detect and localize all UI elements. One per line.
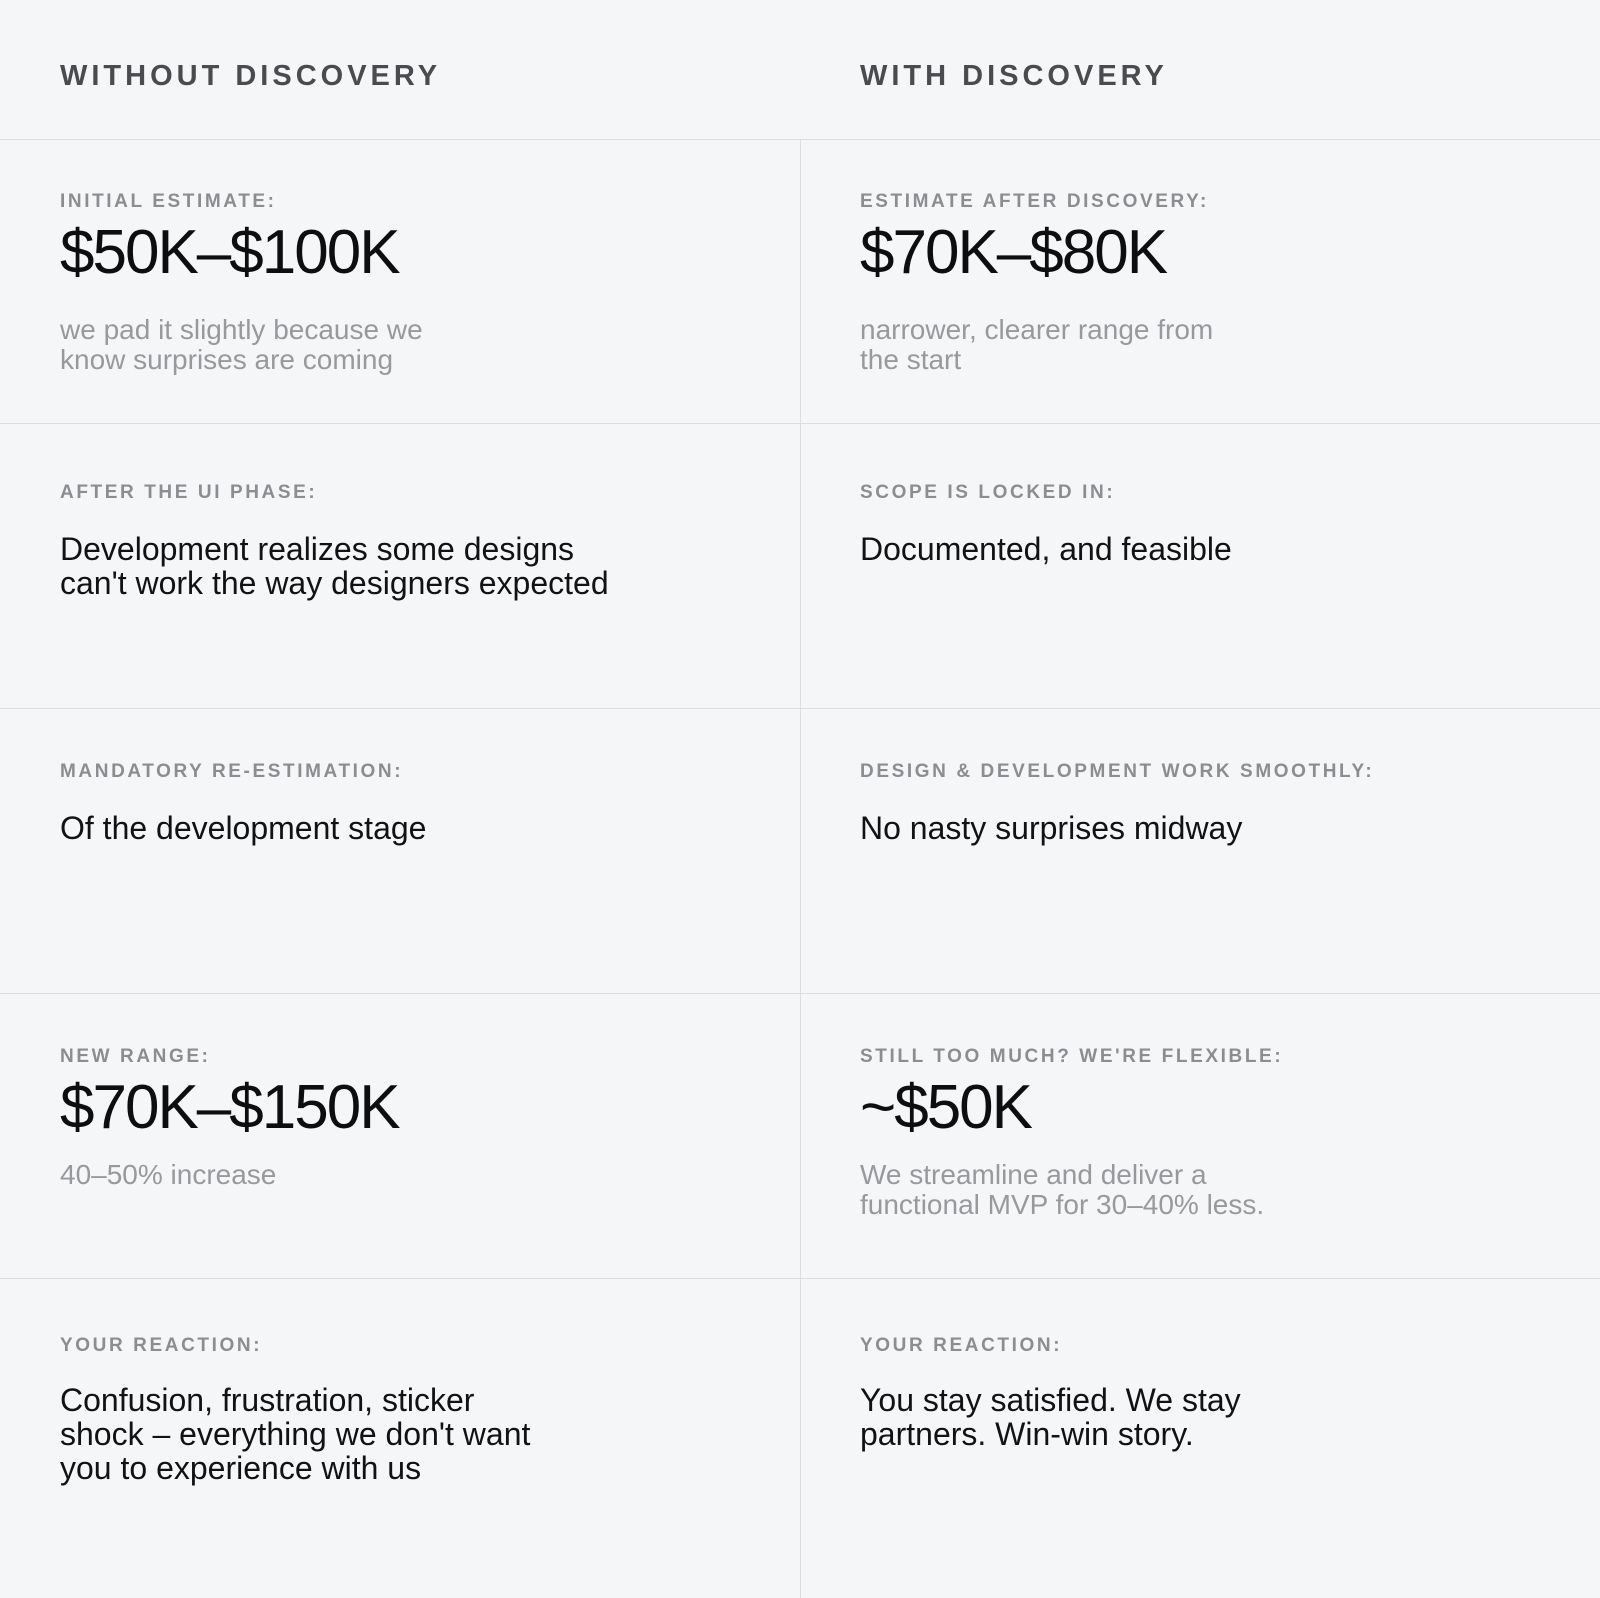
cell-text: Documented, and feasible: [860, 531, 1232, 567]
cell-label: INITIAL ESTIMATE:: [60, 191, 277, 212]
cell-text: Development realizes some designs can't work the way designers expected: [60, 531, 609, 601]
cell-note: 40–50% increase: [60, 1159, 277, 1190]
column-header-with-discovery: WITH DISCOVERY: [860, 60, 1168, 92]
cell-label: YOUR REACTION:: [60, 1335, 263, 1356]
comparison-header: [0, 0, 1600, 140]
cell-label: ESTIMATE AFTER DISCOVERY:: [860, 191, 1209, 212]
comparison-row-ui-phase: [0, 424, 1600, 709]
estimate-value: $70K–$80K: [860, 218, 1167, 287]
range-value: $70K–$150K: [60, 1073, 399, 1142]
cell-label: AFTER THE UI PHASE:: [60, 482, 318, 503]
comparison-row-estimate: [0, 139, 1600, 424]
cell-text: You stay satisfied. We stay partners. Win-win story.: [860, 1382, 1241, 1452]
cell-label: STILL TOO MUCH? WE'RE FLEXIBLE:: [860, 1046, 1284, 1067]
cell-label: SCOPE IS LOCKED IN:: [860, 482, 1116, 503]
cell-label: NEW RANGE:: [60, 1046, 211, 1067]
cell-note: We streamline and deliver a functional MVP for 30–40% less.: [860, 1159, 1265, 1220]
cell-note: we pad it slightly because we know surprises are coming: [60, 314, 423, 375]
comparison-row-re-estimation: [0, 709, 1600, 994]
cell-text: Of the development stage: [60, 810, 427, 846]
cell-text: Confusion, frustration, sticker shock – everything we don't want you to experience with us: [60, 1382, 531, 1486]
comparison-row-reaction: [0, 1279, 1600, 1598]
comparison-row-new-range: [0, 994, 1600, 1279]
estimate-value: $50K–$100K: [60, 218, 399, 287]
range-value: ~$50K: [860, 1073, 1032, 1142]
cell-label: DESIGN & DEVELOPMENT WORK SMOOTHLY:: [860, 761, 1375, 782]
column-header-without-discovery: WITHOUT DISCOVERY: [60, 60, 442, 92]
cell-label: YOUR REACTION:: [860, 1335, 1063, 1356]
cell-label: MANDATORY RE-ESTIMATION:: [60, 761, 404, 782]
cell-note: narrower, clearer range from the start: [860, 314, 1214, 375]
cell-text: No nasty surprises midway: [860, 810, 1243, 846]
